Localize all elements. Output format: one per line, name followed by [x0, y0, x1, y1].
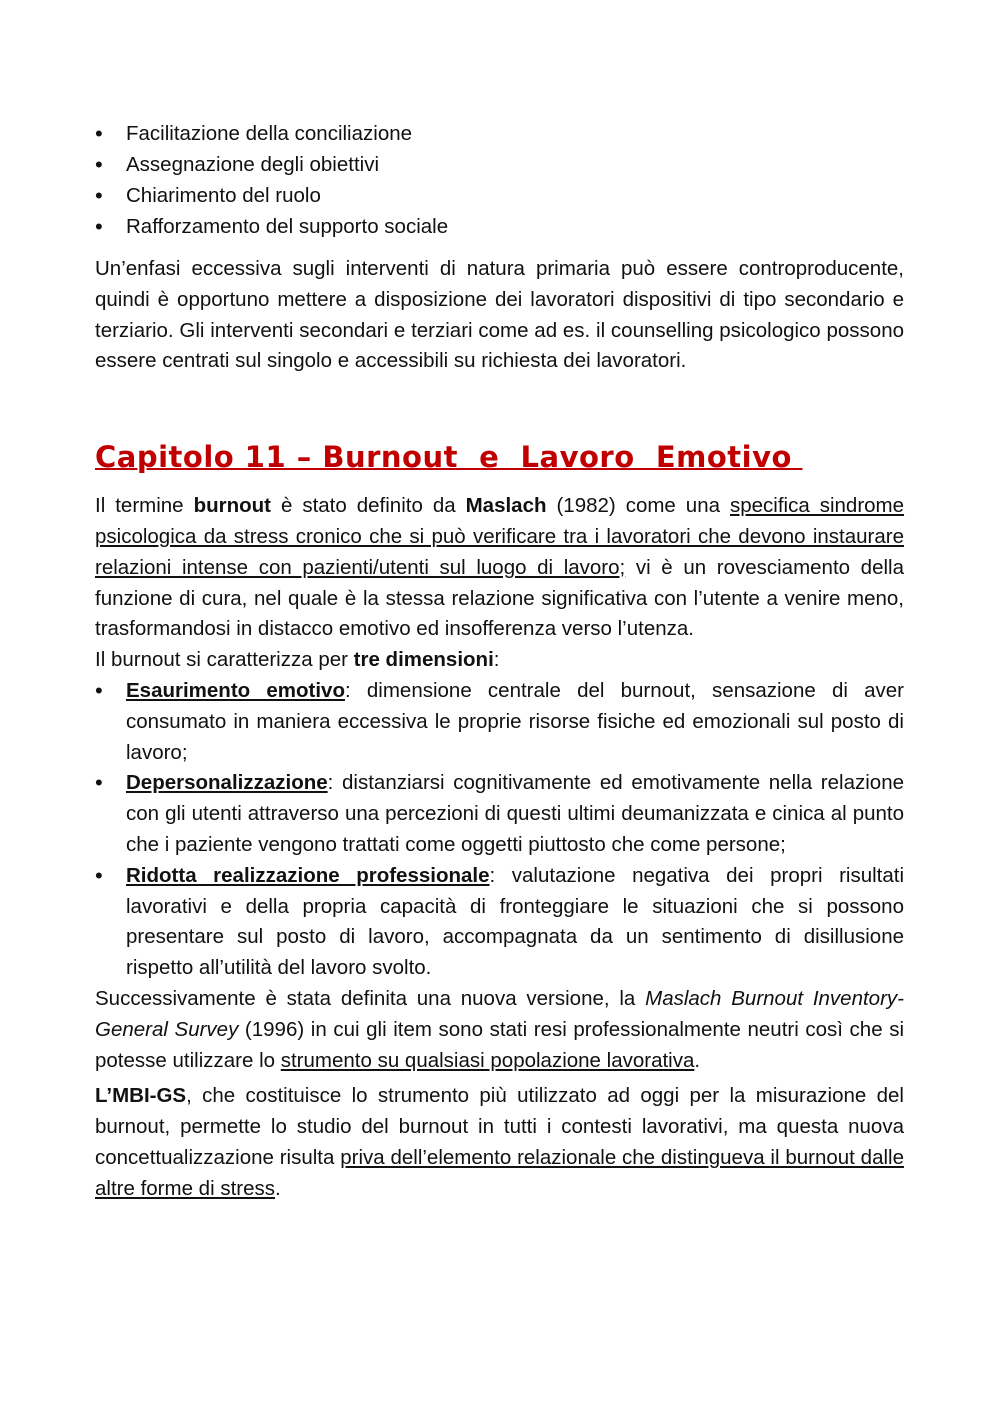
dimension-item: [95, 676, 904, 768]
mbi-paragraph: [95, 1081, 904, 1204]
definition-underlined: specifica sindrome psicologica da stress cronico che si può verificare tra i lavoratori che devono instaurare relazioni intense con pazienti/utenti sul luogo di lavoro;: [95, 494, 905, 579]
dimension-item: [95, 861, 904, 984]
definition-text: vi è un rovesciamento della funzione di cura, nel quale è la stessa relazione significativa con l’utente a venire meno, trasformandosi in distacco emotivo ed insofferenza verso l’utenza.: [95, 555, 904, 641]
dimension-term: Depersonalizzazione: [126, 771, 328, 795]
list-item: • Facilitazione della conciliazione: [95, 118, 904, 149]
definition-text: (1982) come una: [546, 494, 730, 518]
mbi-text: , che costituisce lo strumento più utilizzato ad oggi per la misurazione del burnout, permette lo studio del burnout in tutti i contesti lavorativi, ma questa nuova concettualizzazione risulta: [95, 1084, 904, 1169]
mbi-text: .: [275, 1176, 281, 1200]
dimension-text: : distanziarsi cognitivamente ed emotivamente nella relazione con gli utenti attraverso una percezioni di questi ultimi deumanizzata e cinica al punto che i paziente vengono trattati come oggetti piuttosto che come persone;: [126, 771, 904, 856]
dimensions-intro-text: Il burnout si caratterizza per: [95, 648, 354, 672]
dimensions-intro-text: :: [493, 648, 500, 672]
dimension-term: Esaurimento emotivo: [126, 678, 345, 702]
survey-underlined: strumento su qualsiasi popolazione lavorativa: [280, 1048, 695, 1072]
definition-text: è stato definito da: [270, 494, 466, 518]
dimensions-intro: [95, 645, 904, 676]
list-item: • Assegnazione degli obiettivi: [95, 149, 904, 180]
author-maslach: Maslach: [465, 494, 547, 518]
dimensions-list: [95, 676, 904, 984]
definition-paragraph: [95, 491, 904, 645]
dimension-item: [95, 768, 904, 860]
dimension-text: : dimensione centrale del burnout, sensazione di aver consumato in maniera eccessiva le proprie risorse fisiche ed emozionali sul posto di lavoro;: [126, 678, 905, 764]
page-content: [95, 118, 904, 1205]
survey-name: Maslach Burnout Inventory-General Survey: [95, 986, 904, 1041]
dimensions-intro-bold: tre dimensioni: [353, 648, 494, 672]
term-burnout: burnout: [193, 494, 271, 518]
list-item: • Rafforzamento del supporto sociale: [95, 211, 904, 242]
definition-text: Il termine: [95, 494, 194, 518]
survey-text: Successivamente è stata definita una nuova versione, la: [95, 986, 646, 1010]
intro-paragraph: Un’enfasi eccessiva sugli interventi di natura primaria può essere controproducente, quindi è opportuno mettere a disposizione dei lavoratori dispositivi di tipo secondario e terziario. Gli interventi secondari e terziari come ad es. il counselling psicologico possono essere centrati sul singolo e accessibili su richiesta dei lavoratori.: [95, 257, 904, 373]
list-item: • Chiarimento del ruolo: [95, 180, 904, 211]
mbi-gs-label: L’MBI-GS: [95, 1084, 187, 1108]
intervention-list: [95, 118, 904, 242]
survey-text: (1996) in cui gli item sono stati resi professionalmente neutri così che si potesse utilizzare lo: [95, 1017, 904, 1072]
dimension-term: Ridotta realizzazione professionale: [126, 863, 490, 887]
mbi-underlined: priva dell’elemento relazionale che distingueva il burnout dalle altre forme di stress: [95, 1145, 904, 1200]
survey-text: .: [694, 1048, 701, 1072]
dimension-text: : valutazione negativa dei propri risultati lavorativi e della propria capacità di fronteggiare le situazioni che si possono presentare sul posto di lavoro, accompagnata da un sentimento di disillusione rispetto all’utilità del lavoro svolto.: [126, 863, 905, 980]
chapter-title: Capitolo 11 – Burnout e Lavoro Emotivo: [95, 440, 803, 475]
survey-paragraph: [95, 984, 904, 1076]
